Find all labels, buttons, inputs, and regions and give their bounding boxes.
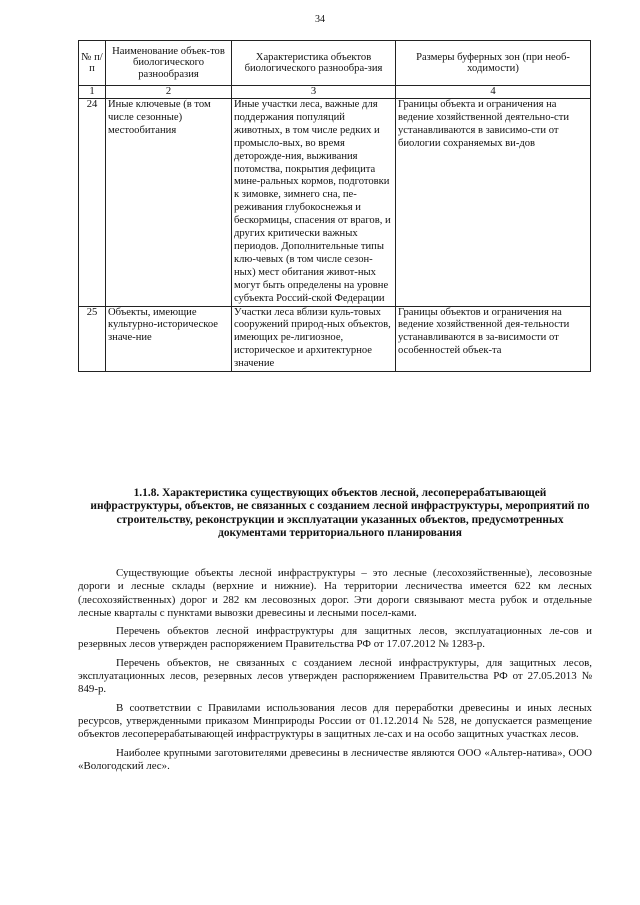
table-row [79,306,591,372]
table-header-row [79,41,591,86]
row-number: 25 [79,306,106,372]
header-characteristic: Характеристика объектов биологического разнообра-зия [232,41,396,86]
section-body [78,567,592,778]
table-row [79,99,591,307]
column-number: 3 [232,86,396,99]
row-characteristic: Участки леса вблизи куль-товых сооружений природ-ных объектов, имеющих ре-лигиозное, историческое и архитектурное значение [232,306,396,372]
row-buffer-zone: Границы объектов и ограничения на ведение хозяйственной дея-тельности устанавливаются в за-висимости от особенностей объек-та [396,306,591,372]
paragraph: Перечень объектов, не связанных с созданием лесной инфраструктуры, для защитных лесов, эксплуатационных лесов, резервных лесов утвержден распоряжением Правительства РФ от 27.05.2013 № 849-р. [78,656,592,696]
row-name: Иные ключевые (в том числе сезонные) местообитания [106,99,232,307]
paragraph: Перечень объектов лесной инфраструктуры для защитных лесов, эксплуатационных ле-сов и резервных лесов утвержден распоряжением Правительства РФ от 17.07.2012 № 1283-р. [78,625,592,651]
column-number-row [79,86,591,99]
header-number: № п/п [79,41,106,86]
page-number: 34 [315,14,325,25]
biodiversity-table [78,40,591,372]
row-name: Объекты, имеющие культурно-историческое значе-ние [106,306,232,372]
header-name: Наименование объек-тов биологического разнообразия [106,41,232,86]
paragraph: В соответствии с Правилами использования лесов для переработки древесины и иных лесных ресурсов, утвержденными приказом Минприроды России от 01.12.2014 № 528, не допускается размещение объектов лесоперерабатывающей инфраструктуры в защитных ле-сах и на особо защитных участках лесов. [78,701,592,741]
column-number: 1 [79,86,106,99]
row-characteristic: Иные участки леса, важные для поддержания популяций животных, в том числе редких и промысло-вых, во время деторожде-ния, выживания потомства, покрытия дефицита мине-ральных кормов, подготовки к зимовке, зимнего сна, пе-реживания глубокоснежья и бескормицы, спасения от врагов, и других критически важных периодов. Дополнительные типы клю-чевых (в том числе сезон-ных) мест обитания живот-ных могут быть определены на уровне субъекта Россий-ской Федерации [232,99,396,307]
column-number: 2 [106,86,232,99]
row-number: 24 [79,99,106,307]
header-buffer-zones: Размеры буферных зон (при необ-ходимости) [396,41,591,86]
column-number: 4 [396,86,591,99]
section-heading: 1.1.8. Характеристика существующих объектов лесной, лесоперерабатывающей инфраструктуры, объектов, не связанных с созданием лесной инфраструктуры, мероприятий по строительству, реконструкции и эксплуатации указанных объектов, предусмотренных документами территориального планирования [90,487,590,540]
paragraph: Наиболее крупными заготовителями древесины в лесничестве являются ООО «Альтер-натива», ООО «Вологодский лес». [78,746,592,772]
paragraph: Существующие объекты лесной инфраструктуры – это лесные (лесохозяйственные), лесовозные дороги и лесные склады (верхние и нижние). На территории лесничества имеется 622 км лесных (лесохозяйственных) дорог и 282 км лесовозных дорог. Эти дороги связывают места рубок и отдельные лесные кварталы с пунктами вывозки древесины и лесными посел-ками. [78,567,592,619]
row-buffer-zone: Границы объекта и ограничения на ведение хозяйственной деятельно-сти устанавливаются в зависимо-сти от биологии сохраняемых ви-дов [396,99,591,307]
